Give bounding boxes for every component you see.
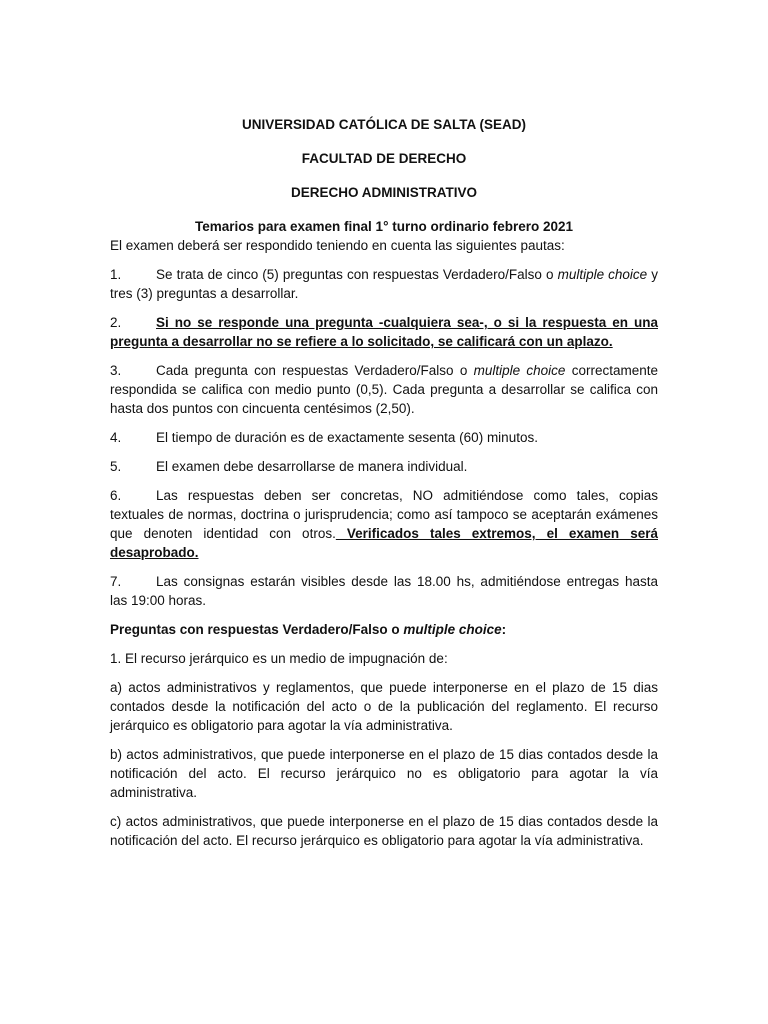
question-1-option-a: a) actos administrativos y reglamentos, que puede interponerse en el plazo de 15 dias contados desde la notificación del acto o de la publicación del reglamento. El recurso jerárquico es obligatorio para agotar la vía administrativa.	[110, 680, 658, 733]
rule-4	[110, 428, 658, 447]
rule-text: El tiempo de duración es de exactamente sesenta (60) minutos.	[156, 430, 538, 445]
rule-text-bold-underlined: Si no se responde una pregunta -cualquiera sea-, o si la respuesta en una pregunta a desarrollar no se refiere a lo solicitado, se calificará con un aplazo.	[110, 315, 658, 349]
section-title-text: Preguntas con respuestas Verdadero/Falso o	[110, 622, 404, 637]
rule-text-bold-underlined: Verificados tales extremos, el examen será desaprobado.	[110, 526, 658, 560]
question-1-option-b: b) actos administrativos, que puede interponerse en el plazo de 15 dias contados desde la notificación del acto. El recurso jerárquico no es obligatorio para agotar la vía administrativa.	[110, 747, 658, 800]
rule-number: 2.	[110, 315, 122, 330]
rules-list	[110, 265, 658, 610]
section-title-italic: multiple choice	[403, 622, 502, 637]
rule-text: El examen debe desarrollarse de manera individual.	[156, 459, 468, 474]
rule-1	[110, 265, 658, 303]
rule-number: 5.	[110, 459, 122, 474]
rule-6	[110, 486, 658, 562]
rule-5	[110, 457, 658, 476]
rule-text-italic: multiple choice	[557, 267, 648, 282]
exam-title: Temarios para examen final 1° turno ordinario febrero 2021	[194, 219, 574, 234]
rule-text: correctamente respondida se califica con medio punto (0,5). Cada pregunta a desarrollar se califica con hasta dos puntos con cincuenta centésimos (2,50).	[110, 363, 659, 416]
rule-2	[110, 313, 658, 351]
section-title	[110, 620, 658, 639]
question-1-option-c: c) actos administrativos, que puede interponerse en el plazo de 15 dias contados desde la notificación del acto. El recurso jerárquico es obligatorio para agotar la vía administrativa.	[110, 814, 658, 848]
rule-text: Las consignas estarán visibles desde las 18.00 hs, admitiéndose entregas hasta las 19:00 horas.	[110, 574, 658, 608]
rule-number: 3.	[110, 363, 122, 378]
rule-number: 4.	[110, 430, 122, 445]
section-title-text: :	[501, 622, 507, 637]
rule-text: y tres (3) preguntas a desarrollar.	[110, 267, 658, 301]
rule-3	[110, 361, 658, 418]
rule-text-italic: multiple choice	[473, 363, 566, 378]
faculty-title: FACULTAD DE DERECHO	[301, 151, 467, 166]
rule-number: 1.	[110, 267, 122, 282]
question-1-prompt: 1. El recurso jerárquico es un medio de impugnación de:	[110, 651, 448, 666]
rule-text: Se trata de cinco (5) preguntas con respuestas Verdadero/Falso o	[156, 267, 558, 282]
rule-number: 6.	[110, 488, 122, 503]
rule-text: Las respuestas deben ser concretas, NO admitiéndose como tales, copias textuales de normas, doctrina o jurisprudencia; como así tampoco se aceptarán exámenes que denoten identidad con otros.	[110, 488, 658, 541]
intro-text: El examen deberá ser respondido teniendo en cuenta las siguientes pautas:	[110, 238, 565, 253]
rule-text: Cada pregunta con respuestas Verdadero/Falso o	[156, 363, 474, 378]
subject-title: DERECHO ADMINISTRATIVO	[290, 185, 477, 200]
rule-7	[110, 572, 658, 610]
document-header	[110, 116, 658, 236]
rule-number: 7.	[110, 574, 122, 589]
university-title: UNIVERSIDAD CATÓLICA DE SALTA (SEAD)	[242, 117, 526, 132]
